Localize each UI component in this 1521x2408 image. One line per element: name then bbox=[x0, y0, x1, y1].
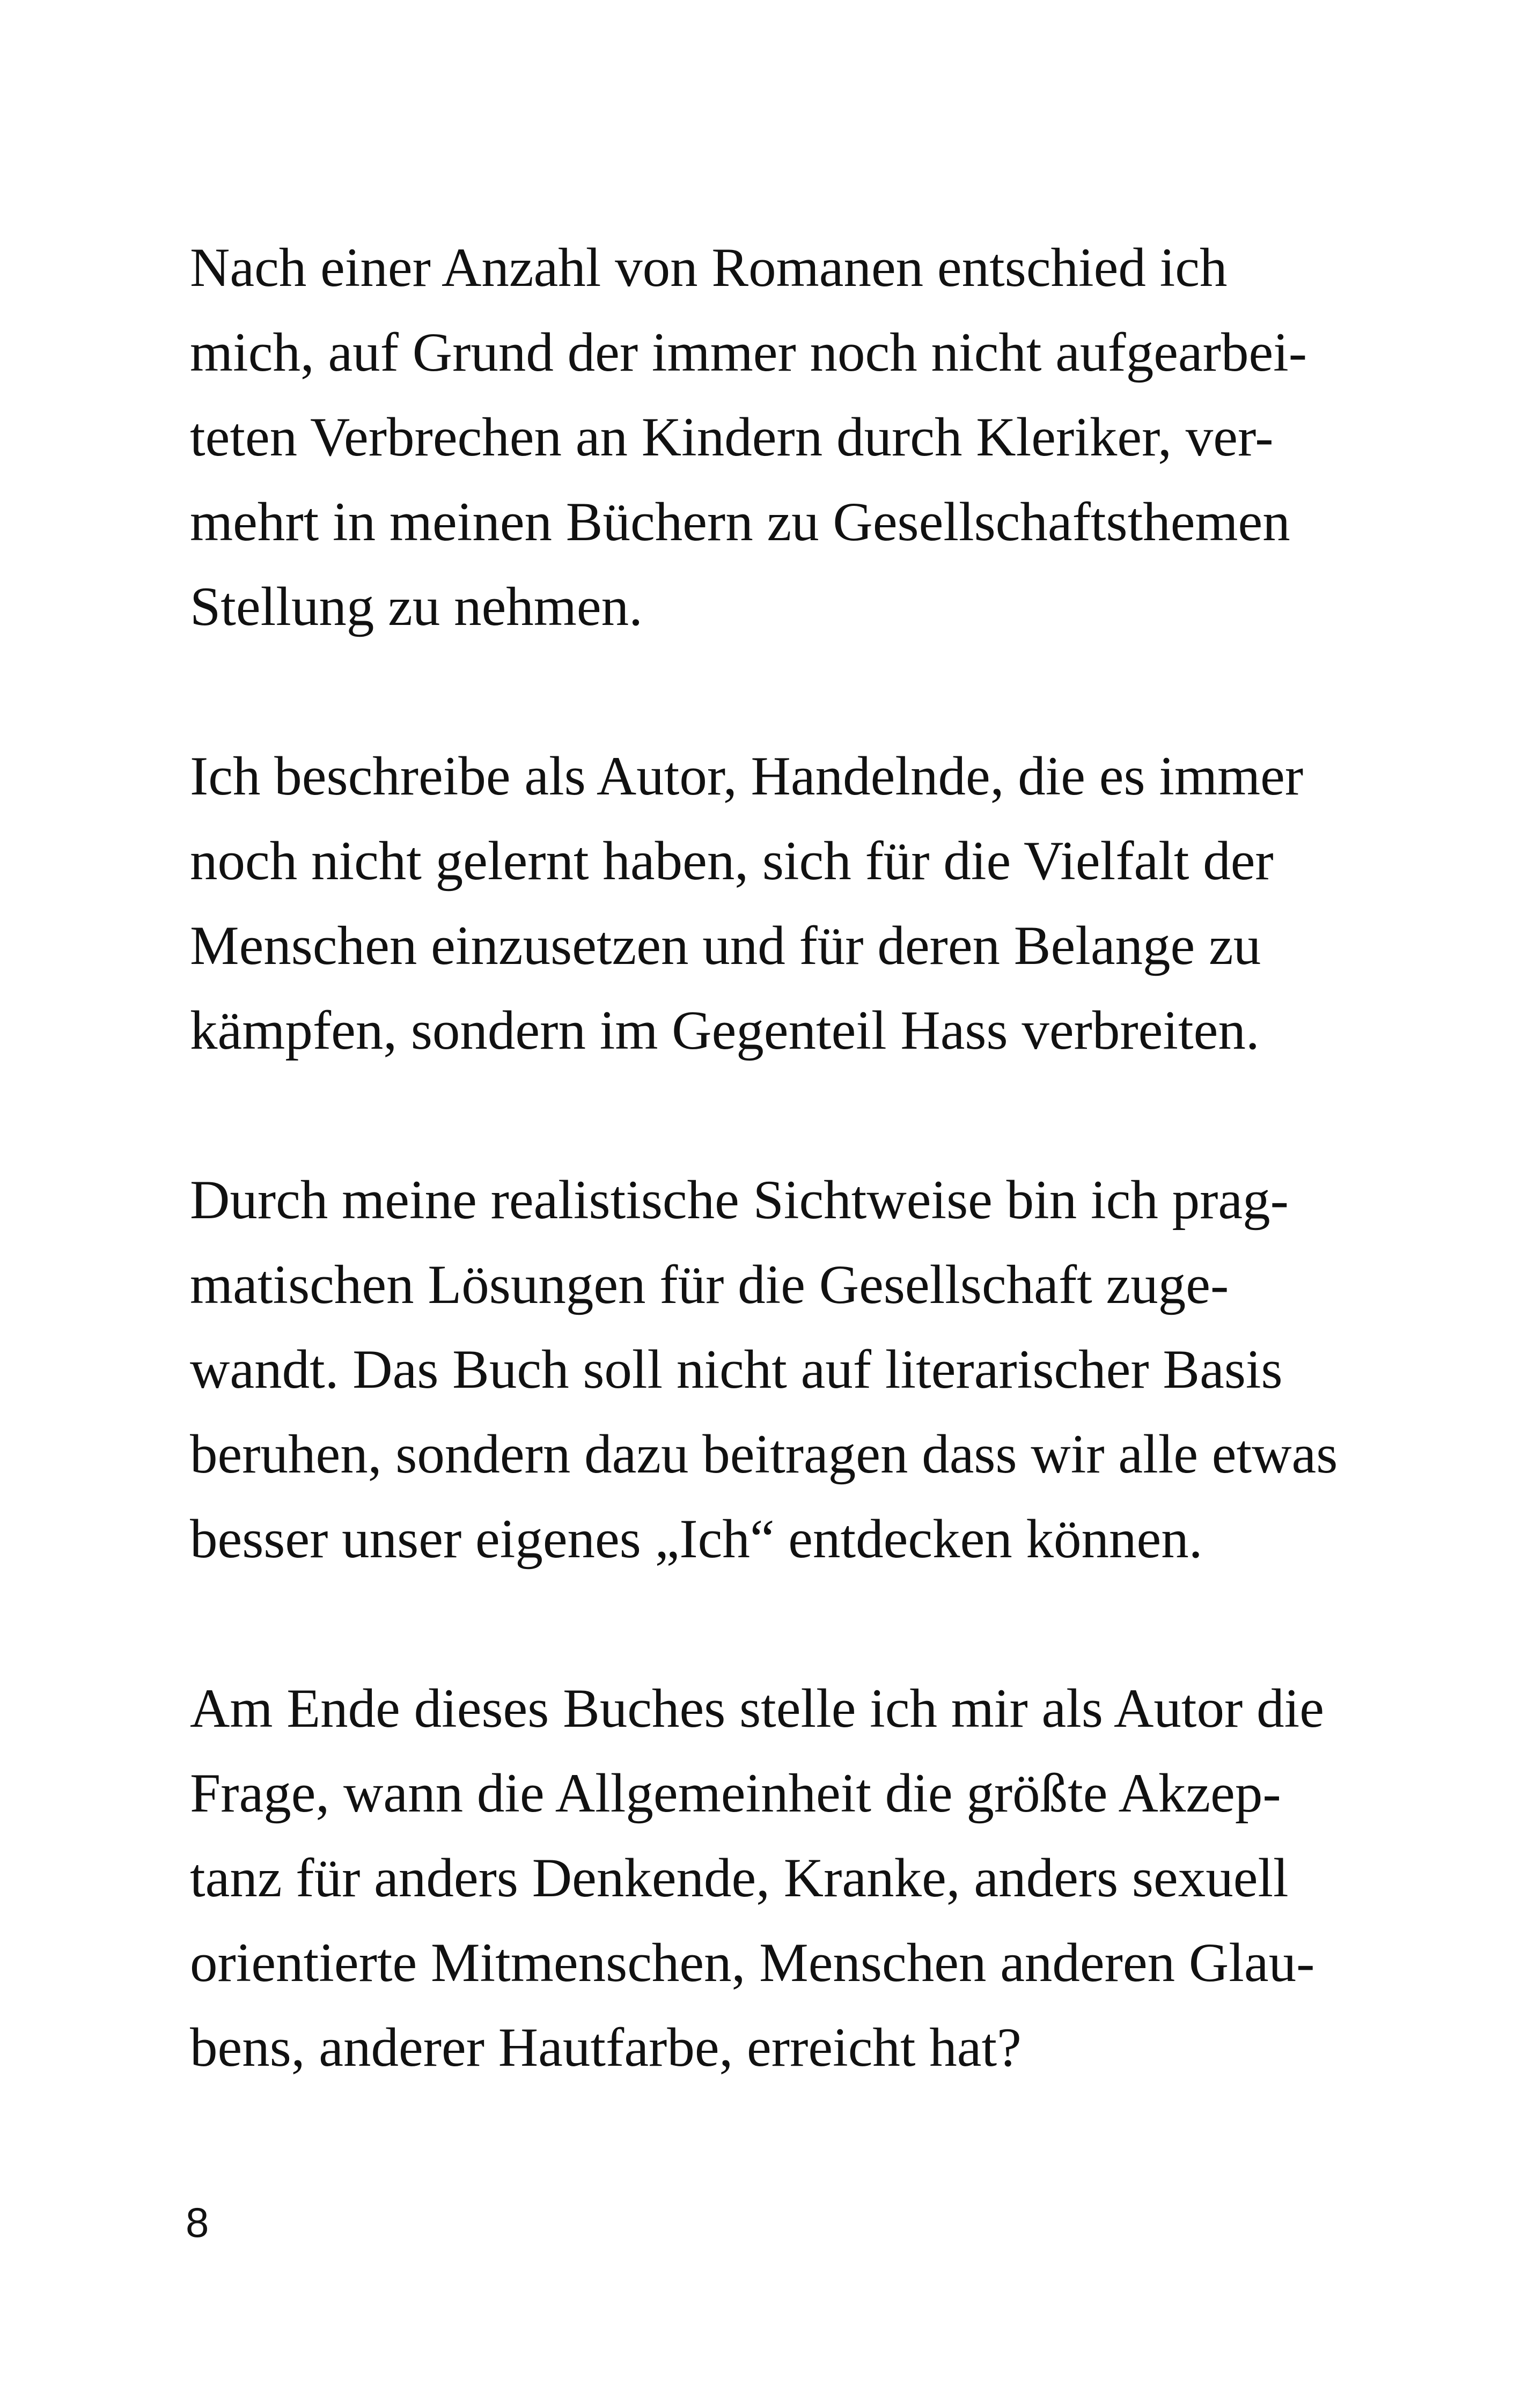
paragraph-line: orientierte Mitmenschen, Menschen anderen Glau- bbox=[190, 1932, 1315, 1993]
paragraph-3 bbox=[190, 1158, 1424, 1581]
paragraph-line: Durch meine realistische Sichtweise bin ich prag- bbox=[190, 1169, 1289, 1231]
paragraph-line: Stellung zu nehmen. bbox=[190, 576, 643, 637]
paragraph-1 bbox=[190, 225, 1424, 649]
paragraph-line: mehrt in meinen Büchern zu Gesellschaftsthemen bbox=[190, 491, 1290, 553]
paragraph-line: bens, anderer Hautfarbe, erreicht hat? bbox=[190, 2017, 1022, 2078]
paragraph-line: tanz für anders Denkende, Kranke, anders sexuell bbox=[190, 1847, 1289, 1909]
paragraph-line: mich, auf Grund der immer noch nicht aufgearbei- bbox=[190, 322, 1307, 383]
paragraph-line: Ich beschreibe als Autor, Handelnde, die es immer bbox=[190, 746, 1304, 807]
paragraph-line: beruhen, sondern dazu beitragen dass wir alle etwas bbox=[190, 1424, 1338, 1485]
page-number: 8 bbox=[186, 2199, 209, 2246]
paragraph-line: noch nicht gelernt haben, sich für die Vielfalt der bbox=[190, 830, 1274, 892]
paragraph-line: Frage, wann die Allgemeinheit die größte Akzep- bbox=[190, 1763, 1281, 1824]
paragraph-line: Menschen einzusetzen und für deren Belange zu bbox=[190, 915, 1261, 976]
paragraph-line: Am Ende dieses Buches stelle ich mir als Autor die bbox=[190, 1678, 1324, 1739]
body-text bbox=[190, 225, 1424, 2175]
paragraph-line: Nach einer Anzahl von Romanen entschied ich bbox=[190, 237, 1228, 298]
paragraph-2 bbox=[190, 734, 1424, 1073]
paragraph-line: besser unser eigenes „Ich“ entdecken können. bbox=[190, 1508, 1203, 1570]
paragraph-4 bbox=[190, 1666, 1424, 2090]
paragraph-line: teten Verbrechen an Kindern durch Kleriker, ver- bbox=[190, 407, 1274, 468]
paragraph-line: matischen Lösungen für die Gesellschaft zuge- bbox=[190, 1254, 1229, 1315]
paragraph-line: wandt. Das Buch soll nicht auf literarischer Basis bbox=[190, 1339, 1283, 1400]
paragraph-line: kämpfen, sondern im Gegenteil Hass verbreiten. bbox=[190, 1000, 1260, 1061]
